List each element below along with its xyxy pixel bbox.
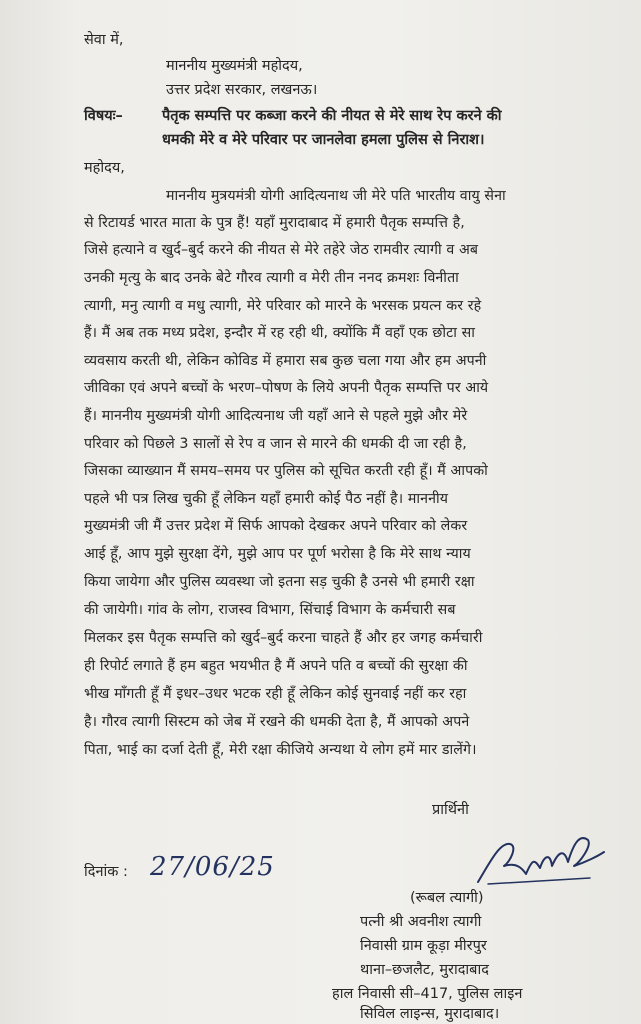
- body-line: त्यागी, मनु त्यागी व मधु त्यागी, मेरे परिवार को मारने के भरसक प्रयत्न कर रहे: [84, 298, 482, 314]
- body-line: जीविका एवं अपने बच्चों के भरण–पोषण के लिये अपनी पैतृक सम्पत्ति पर आये: [84, 380, 489, 396]
- signature-scribble: [470, 822, 610, 892]
- body-line: जिसका व्याख्यान मैं समय–समय पर पुलिस को सूचित करती रही हूँ। मैं आपको: [84, 463, 488, 479]
- body-line: व्यवसाय करती थी, लेकिन कोविड में हमारा सब कुछ चला गया और हम अपनी: [84, 353, 487, 369]
- date-label: दिनांक :: [84, 864, 128, 880]
- subject-line-1: पैतृक सम्पत्ति पर कब्जा करने की नीयत से मेरे साथ रेप करने की: [162, 108, 502, 124]
- body-line: हैं। माननीय मुख्यमंत्री योगी आदित्यनाथ जी यहाँ आने से पहले मुझे और मेरे: [84, 408, 468, 424]
- sender-line: हाल निवासी सी–417, पुलिस लाइन: [332, 986, 523, 1002]
- sender-name: (रूबल त्यागी): [410, 890, 484, 906]
- subject-label: विषयः–: [84, 108, 123, 124]
- body-line: है। गौरव त्यागी सिस्टम को जेब में रखने की धमकी देता है, मैं आपको अपने: [84, 714, 470, 730]
- greeting: महोदय,: [84, 160, 125, 176]
- addressee-line-2: उत्तर प्रदेश सरकार, लखनऊ।: [166, 82, 318, 98]
- salutation-to: सेवा में,: [84, 32, 124, 48]
- body-line: भीख माँगती हूँ मैं इधर–उधर भटक रही हूँ लेकिन कोई सुनवाई नहीं कर रहा: [84, 686, 467, 702]
- body-line: पिता, भाई का दर्जा देती हूँ, मेरी रक्षा कीजिये अन्यथा ये लोग हमें मार डालेंगे।: [84, 742, 477, 758]
- body-line: उनकी मृत्यु के बाद उनके बेटे गौरव त्यागी व मेरी तीन ननद क्रमशः विनीता: [84, 270, 459, 286]
- addressee-line-1: माननीय मुख्यमंत्री महोदय,: [166, 58, 303, 74]
- sender-line: सिविल लाइन्स, मुरादाबाद।: [360, 1006, 500, 1022]
- body-line: मुख्यमंत्री जी मैं उत्तर प्रदेश में सिर्फ आपको देखकर अपने परिवार को लेकर: [84, 518, 468, 534]
- body-line: जिसे हत्याने व खुर्द–बुर्द करने की नीयत से मेरे तहेरे जेठ रामवीर त्यागी व अब: [84, 242, 479, 258]
- subject-line-2: धमकी मेरे व मेरे परिवार पर जानलेवा हमला पुलिस से निराश।: [162, 132, 485, 148]
- body-line: मिलकर इस पैतृक सम्पत्ति को खुर्द–बुर्द करना चाहते हैं और हर जगह कर्मचारी: [84, 630, 483, 646]
- closing-prarthini: प्रार्थिनी: [432, 802, 469, 818]
- sender-line: पत्नी श्री अवनीश त्यागी: [360, 914, 482, 930]
- body-line: किया जायेगा और पुलिस व्यवस्था जो इतना सड़ चुकी है उनसे भी हमारी रक्षा: [84, 574, 475, 590]
- sender-line: निवासी ग्राम कूड़ा मीरपुर: [360, 938, 487, 954]
- body-line: हैं। मैं अब तक मध्य प्रदेश, इन्दौर में रह रही थी, क्योंकि मैं वहाँ एक छोटा सा: [84, 325, 476, 341]
- body-line: परिवार को पिछले 3 सालों से रेप व जान से मारने की धमकी दी जा रही है,: [84, 436, 467, 452]
- handwritten-date: 27/06/25: [150, 852, 275, 882]
- body-line: की जायेगी। गांव के लोग, राजस्व विभाग, सिंचाई विभाग के कर्मचारी सब: [84, 602, 456, 618]
- body-line: ही रिपोर्ट लगाते हैं हम बहुत भयभीत है मैं अपने पति व बच्चों की सुरक्षा की: [84, 658, 468, 674]
- body-line: से रिटायर्ड भारत माता के पुत्र हैं! यहाँ मुरादाबाद में हमारी पैतृक सम्पत्ति है,: [84, 215, 465, 231]
- body-line: माननीय मुत्रयमंत्री योगी आदित्यनाथ जी मेरे पति भारतीय वायु सेना: [166, 188, 506, 204]
- body-line: पहले भी पत्र लिख चुकी हूँ लेकिन यहाँ हमारी कोई पैठ नहीं है। माननीय: [84, 491, 449, 507]
- sender-line: थाना–छजलैट, मुरादाबाद: [360, 962, 489, 978]
- body-line: आई हूँ, आप मुझे सुरक्षा देंगे, मुझे आप पर पूर्ण भरोसा है कि मेरे साथ न्याय: [84, 546, 471, 562]
